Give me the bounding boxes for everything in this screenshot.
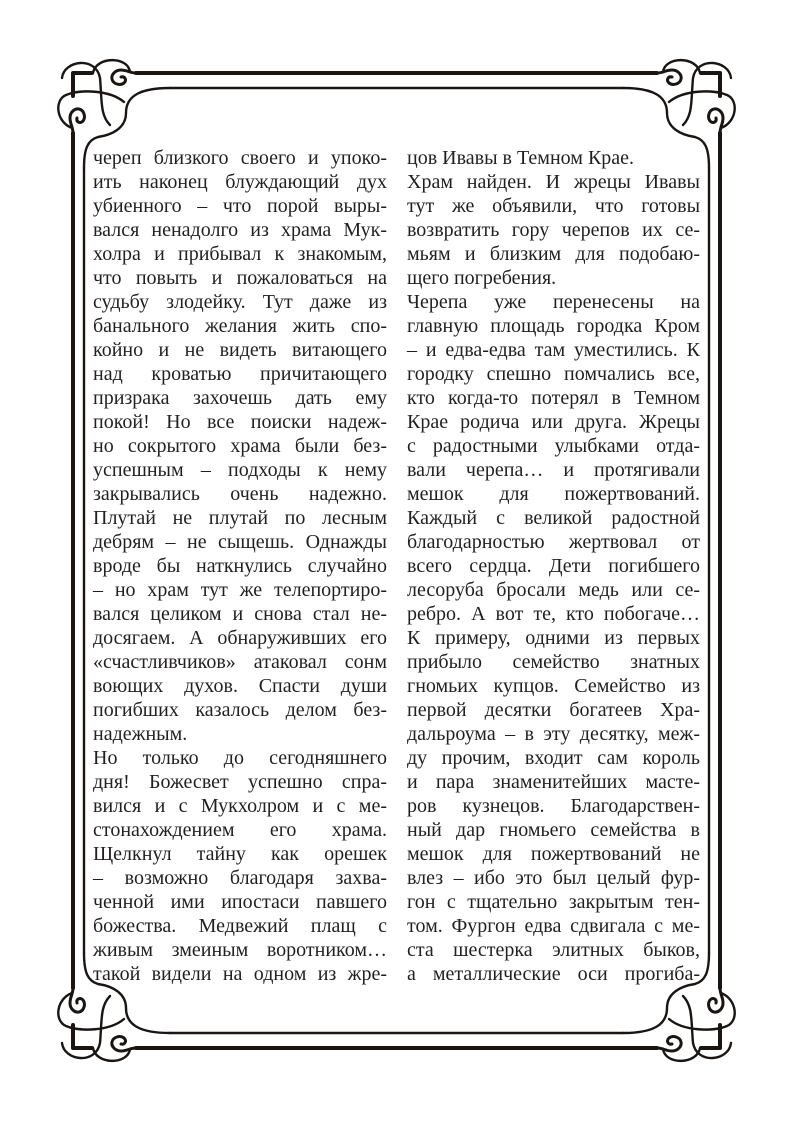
text-line: а металлические оси прогиба- bbox=[407, 963, 700, 985]
text-line: холра и прибывал к знакомым, bbox=[93, 243, 387, 265]
text-line: мьям и близким для подобаю- bbox=[407, 243, 700, 265]
text-line: погибших казалось делом без- bbox=[93, 699, 387, 721]
text-line: возвратить гору черепов их се- bbox=[407, 219, 700, 241]
text-line: главную площадь городка Кром bbox=[407, 315, 700, 337]
text-line: закрывались очень надежно. bbox=[93, 483, 387, 505]
text-line: цов Ивавы в Темном Крае. bbox=[407, 147, 635, 169]
text-line: Плутай не плутай по лесным bbox=[93, 507, 387, 529]
text-line: всего сердца. Дети погибшего bbox=[407, 555, 700, 577]
text-column-left bbox=[93, 146, 387, 986]
text-line: кто когда-то потерял в Темном bbox=[407, 387, 700, 409]
text-line: ить наконец блуждающий дух bbox=[93, 171, 387, 193]
text-line: дебрям – не сыщешь. Однажды bbox=[93, 531, 387, 553]
text-line: банального желания жить спо- bbox=[93, 315, 387, 337]
text-line: Храм найден. И жрецы Ивавы bbox=[407, 171, 700, 193]
text-line: К примеру, одними из первых bbox=[407, 627, 700, 649]
text-line: вался ненадолго из храма Мук- bbox=[93, 219, 387, 241]
text-line: Черепа уже перенесены на bbox=[407, 291, 700, 313]
text-line: стонахождением его храма. bbox=[93, 819, 387, 841]
text-line: дальроума – в эту десятку, меж- bbox=[407, 723, 700, 745]
text-line: успешным – подходы к нему bbox=[93, 459, 387, 481]
text-line: тут же объявили, что готовы bbox=[407, 195, 700, 217]
text-line: Каждый с великой радостной bbox=[407, 507, 700, 529]
text-line: над кроватью причитающего bbox=[93, 363, 387, 385]
text-line: – возможно благодаря захва- bbox=[93, 867, 387, 889]
text-line: щего погребения. bbox=[407, 267, 557, 289]
text-line: городку спешно помчались все, bbox=[407, 363, 700, 385]
text-line: вали черепа… и протягивали bbox=[407, 459, 700, 481]
text-line: том. Фургон едва сдвигала с ме- bbox=[407, 915, 700, 937]
text-line: мешок для пожертвований. bbox=[407, 483, 700, 505]
text-line: лесоруба бросали медь или се- bbox=[407, 579, 700, 601]
text-column-right bbox=[407, 146, 700, 986]
text-line: но сокрытого храма были без- bbox=[93, 435, 387, 457]
text-line: благодарностью жертвовал от bbox=[407, 531, 700, 553]
text-line: «счастливчиков» атаковал сонм bbox=[93, 651, 387, 673]
text-line: гон с тщательно закрытым тен- bbox=[407, 891, 700, 913]
text-line: призрака захочешь дать ему bbox=[93, 387, 387, 409]
text-line: первой десятки богатеев Хра- bbox=[407, 699, 700, 721]
text-line: ста шестерка элитных быков, bbox=[407, 939, 700, 961]
text-line: вроде бы наткнулись случайно bbox=[93, 555, 387, 577]
text-line: Но только до сегодняшнего bbox=[93, 747, 387, 769]
text-line: с радостными улыбками отда- bbox=[407, 435, 700, 457]
text-line: убиенного – что порой выры- bbox=[93, 195, 387, 217]
text-line: покой! Но все поиски надеж- bbox=[93, 411, 387, 433]
text-line: Крае родича или друга. Жрецы bbox=[407, 411, 700, 433]
text-line: прибыло семейство знатных bbox=[407, 651, 700, 673]
text-line: ров кузнецов. Благодарствен- bbox=[407, 795, 700, 817]
text-line: мешок для пожертвований не bbox=[407, 843, 700, 865]
text-line: гномьих купцов. Семейство из bbox=[407, 675, 700, 697]
text-line: вился и с Мукхолром и с ме- bbox=[93, 795, 387, 817]
text-line: ный дар гномьего семейства в bbox=[407, 819, 700, 841]
text-line: койно и не видеть витающего bbox=[93, 339, 387, 361]
text-line: живым змеиным воротником… bbox=[93, 939, 387, 961]
text-line: дня! Божесвет успешно спра- bbox=[93, 771, 387, 793]
text-line: досягаем. А обнаруживших его bbox=[93, 627, 387, 649]
text-line: божества. Медвежий плащ с bbox=[93, 915, 387, 937]
text-line: такой видели на одном из жре- bbox=[93, 963, 387, 985]
text-line: – но храм тут же телепортиро- bbox=[93, 579, 387, 601]
text-line: ченной ими ипостаси павшего bbox=[93, 891, 387, 913]
text-line: и пара знаменитейших масте- bbox=[407, 771, 700, 793]
text-line: влез – ибо это был целый фур- bbox=[407, 867, 700, 889]
text-line: воющих духов. Спасти души bbox=[93, 675, 387, 697]
text-line: Щелкнул тайну как орешек bbox=[93, 843, 387, 865]
text-line: череп близкого своего и упоко- bbox=[93, 147, 387, 169]
text-line: что повыть и пожаловаться на bbox=[93, 267, 387, 289]
text-line: ду прочим, входит сам король bbox=[407, 747, 700, 769]
text-line: вался целиком и снова стал не- bbox=[93, 603, 387, 625]
text-line: судьбу злодейку. Тут даже из bbox=[93, 291, 387, 313]
text-line: надежным. bbox=[93, 723, 188, 745]
text-line: ребро. А вот те, кто побогаче… bbox=[407, 603, 700, 625]
text-line: – и едва-едва там уместились. К bbox=[407, 339, 700, 361]
